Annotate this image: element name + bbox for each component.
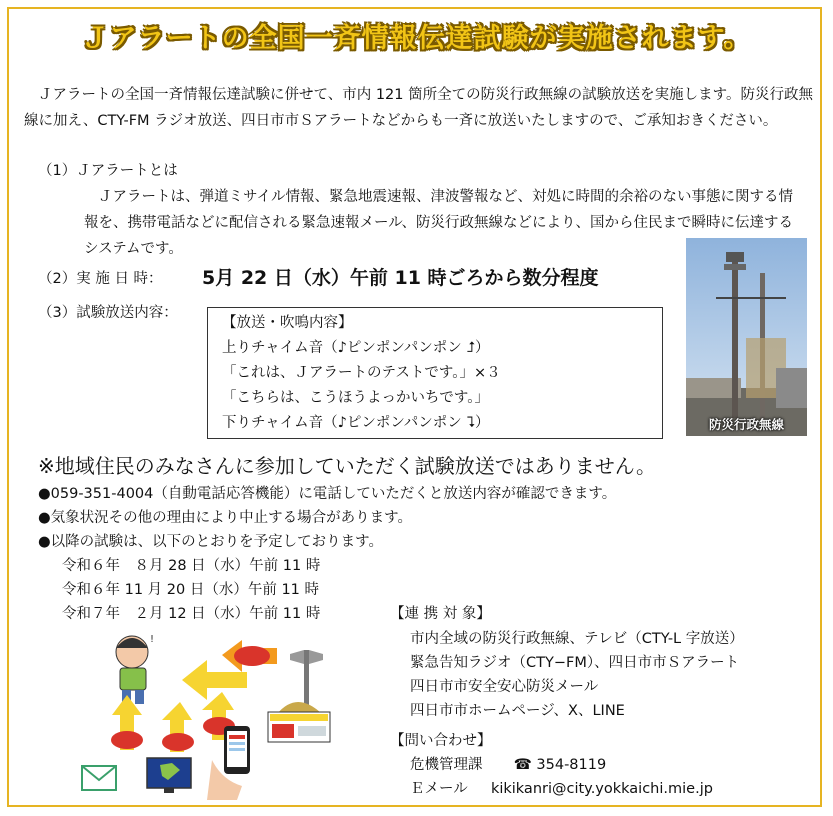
emergency-radio-icon xyxy=(268,712,330,742)
label-bubble xyxy=(162,733,194,751)
intro-paragraph: Ｊアラートの全国一斉情報伝達試験に併せて、市内 121 箇所全ての防災行政無線の試験放送を実施します。防災行政無線に加え、CTY-FM ラジオ放送、四日市市Ｓアラートなどからも一斉に放送いたしますので、ご承知おきください。 xyxy=(24,87,813,129)
contact-heading: 【問い合わせ】 xyxy=(390,733,492,749)
notice-not-participation: ※地域住民のみなさんに参加していただく試験放送ではありません。 xyxy=(38,454,656,478)
schedule-item: 令和７年 ２月 12 日（水）午前 11 時 xyxy=(62,606,321,622)
page-title: Ｊアラートの全国一斉情報伝達試験が実施されます。 xyxy=(81,23,752,54)
section1-body: Ｊアラートは、弾道ミサイル情報、緊急地震速報、津波警報など、対処に時間的余裕のない事態に関する情報を、携帯電話などに配信される緊急速報メール、防災行政無線などにより、国から住民まで瞬時に伝達するシステムです。 xyxy=(84,189,794,257)
section2-heading: （2）実 施 日 時： xyxy=(38,271,163,287)
photo-illustration xyxy=(686,238,807,436)
linked-item: 市内全域の防災行政無線、テレビ（CTY-L 字放送） xyxy=(410,631,744,647)
exclamation-mark: ! xyxy=(150,634,155,645)
contact-phone-line xyxy=(410,752,606,778)
phone-icon: ☎ xyxy=(513,757,532,773)
schedule-item: 令和６年 ８月 28 日（水）午前 11 時 xyxy=(62,558,321,574)
box-line: 上りチャイム音（♪ピンポンパンポン ⮥） xyxy=(222,340,490,356)
bullet-item: ●059-351-4004（自動電話応答機能）に電話していただくと放送内容が確認できます。 xyxy=(38,486,617,502)
section3-heading: （3）試験放送内容： xyxy=(38,305,178,321)
linked-heading: 【連 携 対 象】 xyxy=(390,606,491,622)
bullet-item: ●気象状況その他の理由により中止する場合があります。 xyxy=(38,510,412,526)
siren-tower-photo xyxy=(686,238,807,436)
box-title: 【放送・吹鳴内容】 xyxy=(222,315,353,331)
section1-heading: （1）Ｊアラートとは xyxy=(38,163,178,179)
test-datetime: 5月 22 日（水）午前 11 時ごろから数分程度 xyxy=(202,267,599,289)
schedule-item: 令和６年 11 月 20 日（水）午前 11 時 xyxy=(62,582,320,598)
contact-email-line xyxy=(410,776,713,802)
label-bubble xyxy=(111,731,143,749)
linked-item: 四日市市ホームページ、X、LINE xyxy=(410,703,625,719)
alert-distribution-illustration xyxy=(72,630,362,800)
person-icon xyxy=(116,634,154,704)
label-bubble xyxy=(234,646,270,666)
tv-icon xyxy=(147,758,191,793)
contact-email[interactable]: kikikanri@city.yokkaichi.mie.jp xyxy=(490,781,713,797)
contact-phone[interactable]: 354-8119 xyxy=(536,757,607,773)
linked-item: 四日市市安全安心防災メール xyxy=(410,679,599,695)
bullet-item: ●以降の試験は、以下のとおりを予定しております。 xyxy=(38,534,383,550)
photo-caption: 防災行政無線 xyxy=(708,417,784,432)
box-line: 「こちらは、こうほうよっかいちです。」 xyxy=(222,390,489,406)
box-line: 「これは、Ｊアラートのテストです。」×３ xyxy=(222,365,501,381)
box-line: 下りチャイム音（♪ピンポンパンポン ⮧） xyxy=(222,415,490,431)
loudspeaker-tower-icon xyxy=(277,650,323,720)
contact-dept: 危機管理課 xyxy=(410,757,483,773)
linked-item: 緊急告知ラジオ（CTY−FM）、四日市市Ｓアラート xyxy=(410,655,740,671)
mail-icon xyxy=(82,766,116,790)
broadcast-content-box xyxy=(207,307,663,439)
email-label: Ｅメール xyxy=(410,781,468,797)
